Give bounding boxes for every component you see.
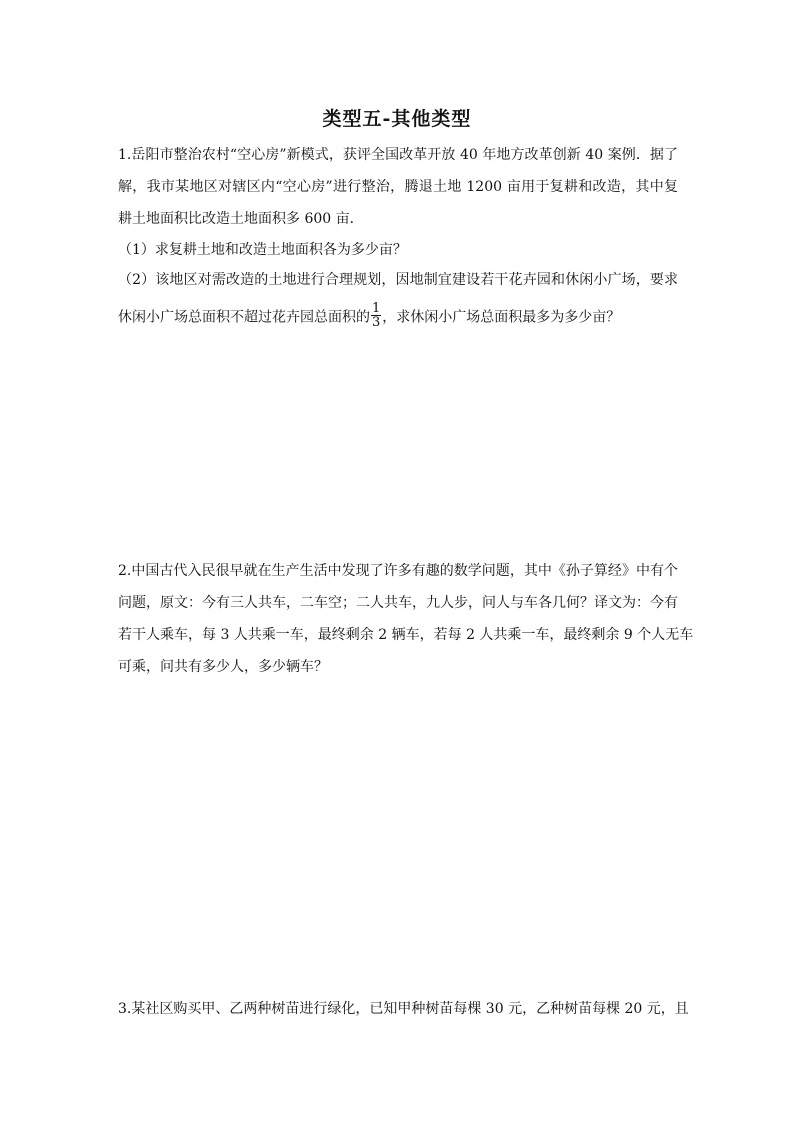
q1-text-line-2: 解，我市某地区对辖区内“空心房”进行整治，腾退土地 1200 亩用于复耕和改造，其中复 [118, 179, 678, 195]
q2-text-line-1: 2.中国古代入民很早就在生产生活中发现了许多有趣的数学问题，其中《孙子算经》中有个 [118, 563, 678, 579]
q2-text-line-3: 若干人乘车，每 3 人共乘一车，最终剩余 2 辆车，若每 2 人共乘一车，最终剩余 9 个人无车 [118, 627, 694, 643]
q1-part-2-text-after: ，求休闲小广场总面积最多为多少亩？ [382, 309, 621, 326]
q1-part-2-text-before: 休闲小广场总面积不超过花卉园总面积的 [118, 309, 370, 326]
fraction-denominator: 3 [372, 315, 381, 330]
q1-text-line-1: 1.岳阳市整治农村“空心房”新模式，获评全国改革开放 40 年地方改革创新 40 案例．据了 [118, 147, 678, 163]
q1-part-2-line-2 [118, 301, 678, 331]
q1-part-1: （1）求复耕土地和改造土地面积各为多少亩？ [118, 242, 407, 258]
fraction [371, 302, 381, 329]
q1-text-line-3: 耕土地面积比改造土地面积多 600 亩． [118, 211, 364, 227]
q2-text-line-4: 可乘，问共有多少人，多少辆车？ [118, 659, 328, 675]
fraction-numerator: 1 [372, 301, 381, 316]
page-title: 类型五-其他类型 [322, 108, 472, 130]
q2-text-line-2: 问题，原文：今有三人共车，二车空；二人共车，九人步，问人与车各几何？译文为：今有 [118, 595, 678, 611]
q3-text-line-1: 3.某社区购买甲、乙两种树苗进行绿化，已知甲种树苗每棵 30 元，乙种树苗每棵 20 元，且 [118, 1001, 689, 1017]
q1-part-2-line-1: （2）该地区对需改造的土地进行合理规划，因地制宜建设若干花卉园和休闲小广场，要求 [118, 272, 678, 288]
